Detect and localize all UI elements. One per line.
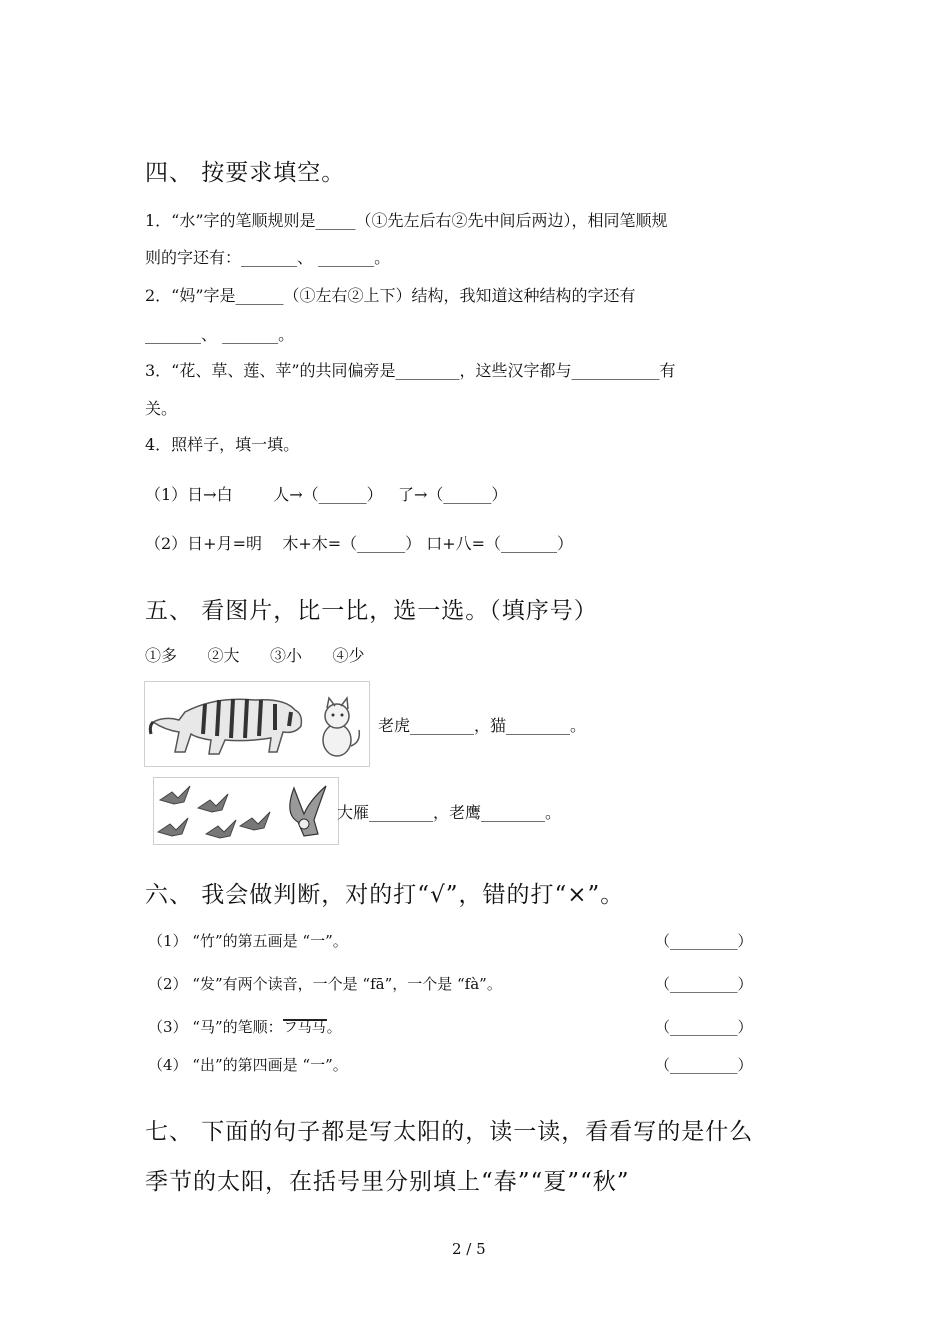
geese-eagle-drawing [154,778,338,844]
judge-item-4: （4） “出”的第四画是 “一”。 [148,1056,348,1074]
judge-blank-1: （_________） [655,932,753,950]
page-number: 2 / 5 [452,1240,486,1258]
section-7-line-2: 季节的太阳，在括号里分别填上“春”“夏”“秋” [145,1169,630,1195]
section-7-line-1: 七、 下面的句子都是写太阳的，读一读，看看写的是什么 [145,1119,754,1145]
section-4-title: 四、 按要求填空。 [145,160,346,186]
geese-eagle-answer: 大雁________，老鹰________。 [337,803,562,822]
tiger-cat-answer: 老虎________，猫________。 [378,716,587,735]
judge-blank-4: （_________） [655,1056,753,1074]
tiger-cat-drawing [145,682,369,766]
question-3-line-2: 关。 [145,399,178,418]
choice-options: ①多 ②大 ③小 ④少 [145,646,365,665]
question-2-line-2: _______、 _______。 [145,325,295,344]
geese-eagle-image [153,777,339,845]
stroke-order-picture: フ马马 [283,1020,326,1036]
tiger-cat-image [144,681,370,767]
question-2-line-1: 2．“妈”字是______（①左右②上下）结构，我知道这种结构的字还有 [145,286,636,305]
judge-blank-2: （_________） [655,975,753,993]
section-5-title: 五、 看图片，比一比，选一选。（填序号） [145,598,598,624]
judge-item-3-text: （3） “马”的笔顺： [148,1018,283,1036]
judge-item-1: （1） “竹”的第五画是 “一”。 [148,932,348,950]
example-1: （1）日→白 人→（______） 了→（______） [145,485,508,504]
example-2: （2）日+月=明 木+木=（______） 口+八=（_______） [145,534,574,553]
question-3-line-1: 3．“花、草、莲、苹”的共同偏旁是________，这些汉字都与___________有 [145,361,676,380]
section-6-title: 六、 我会做判断，对的打“√”，错的打“×”。 [145,882,625,908]
question-1-line-2: 则的字还有：_______、 _______。 [145,248,391,267]
judge-blank-3: （_________） [655,1018,753,1036]
question-1-line-1: 1．“水”字的笔顺规则是_____（①先左后右②先中间后两边），相同笔顺规 [145,211,668,230]
question-4: 4．照样子，填一填。 [145,435,300,454]
judge-item-2: （2） “发”有两个读音，一个是 “fā”，一个是 “fà”。 [148,975,502,993]
judge-item-3 [148,1016,342,1037]
judge-item-3-end: 。 [326,1018,342,1036]
